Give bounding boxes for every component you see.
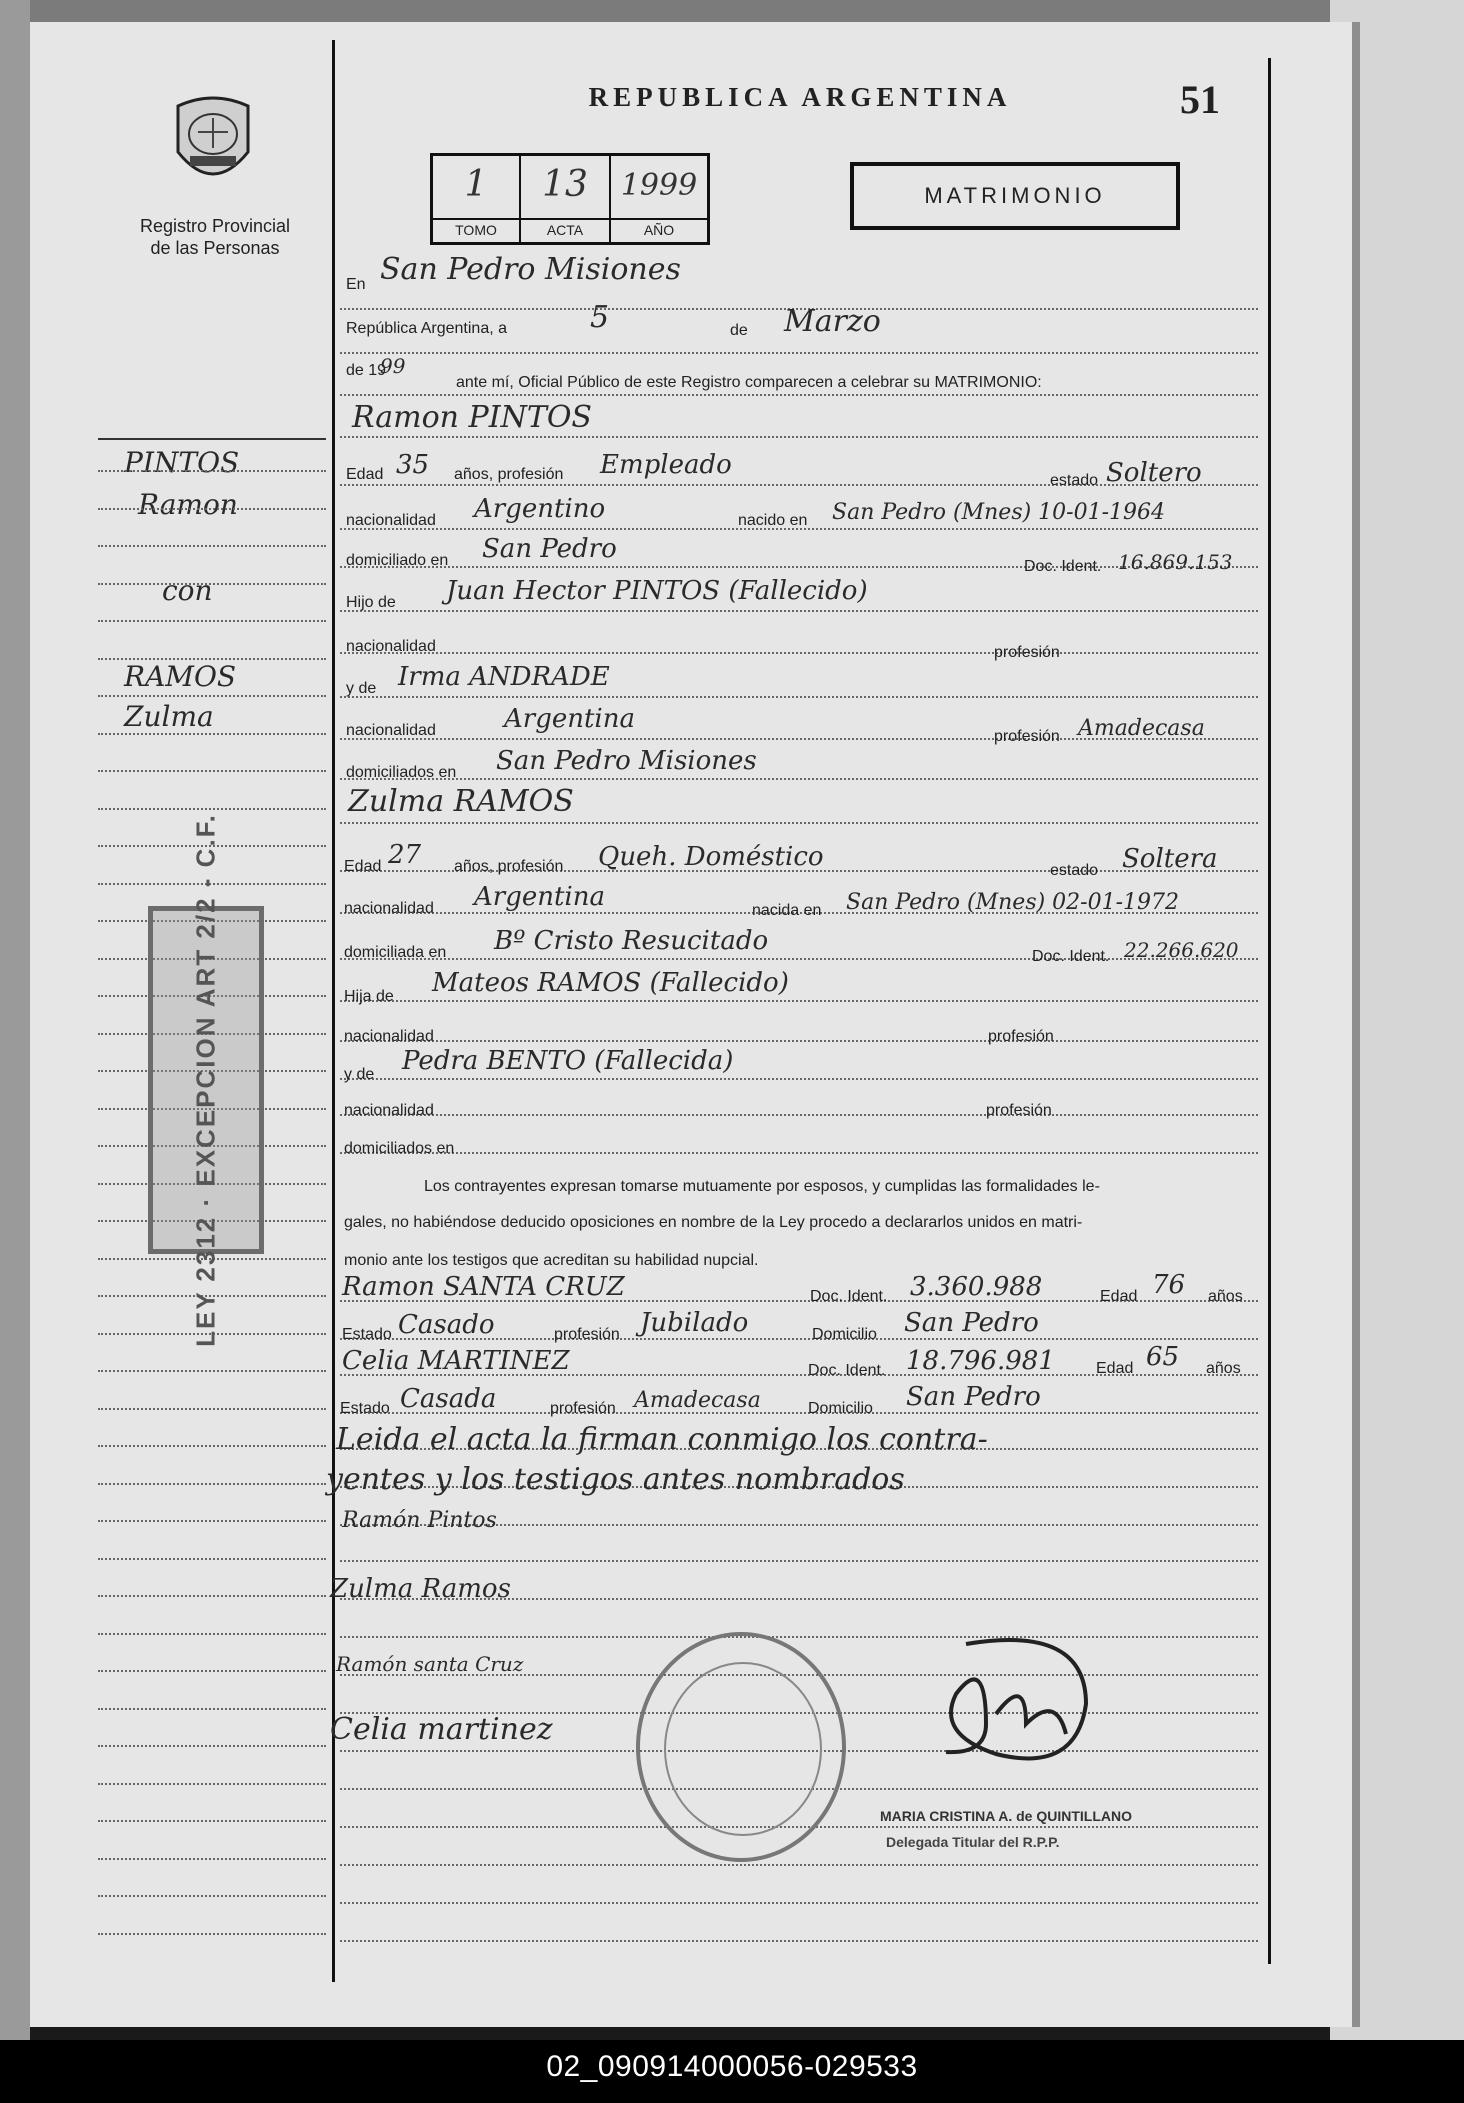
declaration-line1: Los contrayentes expresan tomarse mutuamente por esposos, y cumplidas las formalidades le-: [424, 1178, 1100, 1195]
bride-father-label: Hija de: [344, 988, 394, 1005]
margin-rule: [98, 545, 326, 547]
declaration-line2: gales, no habiéndose deducido oposiciones en nombre de la Ley procedo a declararlos unidos en matri-: [344, 1214, 1083, 1231]
groom-doc-label: Doc. Ident.: [1024, 558, 1102, 575]
groom-profession: Empleado: [600, 450, 732, 480]
bride-parents-domicile-label: domiciliados en: [344, 1140, 455, 1157]
tomo-cell: [433, 156, 521, 242]
witness1-name: Ramon SANTA CRUZ: [342, 1272, 625, 1302]
groom-nationality-label: nacionalidad: [346, 512, 436, 529]
official-name: MARIA CRISTINA A. de QUINTILLANO: [880, 1808, 1132, 1824]
margin-rule: [98, 1558, 326, 1560]
margin-rule: [98, 1858, 326, 1860]
groom-birth: San Pedro (Mnes) 10-01-1964: [832, 500, 1166, 525]
form-rule: [340, 1078, 1258, 1080]
margin-rule: [98, 808, 326, 810]
groom-nationality: Argentino: [474, 494, 606, 524]
bride-mother-label: y de: [344, 1066, 375, 1083]
witness1-profession: Jubilado: [640, 1308, 749, 1338]
record-type-box: MATRIMONIO: [850, 162, 1180, 230]
bride-nationality-label: nacionalidad: [344, 900, 434, 917]
witness2-doc: 18.796.981: [906, 1346, 1055, 1376]
witness2-doc-label: Doc. Ident.: [808, 1362, 886, 1379]
de-label: de: [730, 322, 748, 339]
law-stamp: [148, 813, 264, 1347]
bride-father-profession-label: profesión: [988, 1028, 1054, 1045]
groom-status: Soltero: [1106, 458, 1202, 488]
margin-rule: [98, 695, 326, 697]
witness1-domicile-label: Domicilio: [812, 1326, 877, 1343]
document-title: REPUBLICA ARGENTINA: [588, 82, 1012, 112]
groom-mother-profession-label: profesión: [994, 728, 1060, 745]
margin-rule: [98, 1633, 326, 1635]
bride-father-nationality-label: nacionalidad: [344, 1028, 434, 1045]
groom-domicile-label: domiciliado en: [346, 552, 449, 569]
witness2-status: Casada: [400, 1384, 497, 1414]
groom-mother-nationality: Argentina: [504, 704, 635, 734]
groom-mother-profession: Amadecasa: [1078, 716, 1205, 741]
bride-profession: Queh. Doméstico: [598, 842, 824, 872]
form-rule: [340, 1114, 1258, 1116]
form-rule: [340, 1864, 1258, 1866]
declaration-line3: monio ante los testigos que acreditan su habilidad nupcial.: [344, 1252, 759, 1269]
official-role: Delegada Titular del R.P.P.: [886, 1834, 1060, 1850]
witness1-status: Casado: [398, 1310, 495, 1340]
intro-text: ante mí, Oficial Público de este Registro comparecen a celebrar su MATRIMONIO:: [456, 374, 1042, 391]
closing-line2: yentes y los testigos antes nombrados: [326, 1462, 905, 1497]
witness2-domicile-label: Domicilio: [808, 1400, 873, 1417]
witness1-status-label: Estado: [342, 1326, 392, 1343]
bride-doc: 22.266.620: [1124, 938, 1239, 962]
witness2-name: Celia MARTINEZ: [342, 1346, 570, 1376]
bride-birth: San Pedro (Mnes) 02-01-1972: [846, 890, 1180, 915]
place-value: San Pedro Misiones: [380, 252, 681, 287]
margin-bride-name: Zulma: [124, 700, 214, 733]
year-suffix: 99: [380, 354, 406, 378]
form-rule: [340, 352, 1258, 354]
margin-rule: [98, 470, 326, 472]
book-spine-edge: [0, 0, 30, 2050]
bride-mother: Pedra BENTO (Fallecida): [402, 1046, 734, 1076]
form-rule: [340, 1560, 1258, 1562]
groom-name: Ramon PINTOS: [352, 400, 592, 435]
law-stamp-text: LEY 2312 · EXCEPCION ART 2/2 - C.F.: [190, 813, 221, 1347]
form-rule: [340, 1636, 1258, 1638]
acta-cell: [521, 156, 611, 242]
margin-rule: [98, 1820, 326, 1822]
groom-age-label: Edad: [346, 466, 384, 483]
margin-rule: [98, 1708, 326, 1710]
bride-father: Mateos RAMOS (Fallecido): [432, 968, 789, 998]
signature-bride: Zulma Ramos: [330, 1574, 511, 1604]
groom-domicile: San Pedro: [482, 534, 617, 564]
day-value: 5: [590, 300, 610, 335]
form-rule: [340, 436, 1258, 438]
witness1-doc-label: Doc. Ident.: [810, 1288, 888, 1305]
groom-birth-label: nacido en: [738, 512, 808, 529]
margin-rule: [98, 1370, 326, 1372]
form-rule: [340, 1902, 1258, 1904]
republic-label: República Argentina, a: [346, 320, 507, 337]
margin-rule: [98, 1933, 326, 1935]
margin-groom-name: Ramon: [138, 488, 238, 521]
ano-label: AÑO: [611, 218, 707, 242]
acta-value: 13: [542, 164, 588, 205]
witness1-domicile: San Pedro: [904, 1308, 1039, 1338]
margin-con: con: [162, 574, 213, 607]
margin-rule-top: [98, 438, 326, 440]
signature-witness1: Ramón santa Cruz: [336, 1652, 524, 1676]
bride-mother-profession-label: profesión: [986, 1102, 1052, 1119]
bride-status: Soltera: [1122, 844, 1218, 874]
registry-name-line2: de las Personas: [150, 238, 280, 258]
en-label: En: [346, 276, 366, 293]
witness2-profession-label: profesión: [550, 1400, 616, 1417]
witness2-anos-label: años: [1206, 1360, 1241, 1377]
page-number: 51: [1180, 77, 1220, 122]
form-rule: [340, 822, 1258, 824]
groom-mother: Irma ANDRADE: [398, 662, 610, 692]
bride-domicile: Bº Cristo Resucitado: [494, 926, 769, 956]
form-rule: [340, 1040, 1258, 1042]
margin-rule: [98, 733, 326, 735]
official-signature-icon: [926, 1634, 1096, 1784]
witness1-anos-label: años: [1208, 1288, 1243, 1305]
margin-rule: [98, 620, 326, 622]
margin-rule: [98, 770, 326, 772]
witness2-profession: Amadecasa: [634, 1388, 761, 1413]
witness2-domicile: San Pedro: [906, 1382, 1041, 1412]
margin-divider: [332, 40, 335, 1982]
witness2-age: 65: [1146, 1342, 1180, 1372]
bride-profession-label: años, profesión: [454, 858, 564, 875]
bride-domicile-label: domiciliada en: [344, 944, 447, 961]
groom-parents-domicile-label: domiciliados en: [346, 764, 457, 781]
groom-status-label: estado: [1050, 472, 1099, 489]
margin-groom-surname: PINTOS: [124, 446, 240, 479]
witness1-doc: 3.360.988: [910, 1272, 1043, 1302]
tomo-value: 1: [464, 164, 488, 205]
margin-rule: [98, 1783, 326, 1785]
groom-profession-label: años, profesión: [454, 466, 564, 483]
bride-mother-nationality-label: nacionalidad: [344, 1102, 434, 1119]
tomo-label: TOMO: [433, 218, 519, 242]
groom-father: Juan Hector PINTOS (Fallecido): [446, 576, 868, 606]
round-stamp-inner-ring: [664, 1662, 822, 1836]
bride-doc-label: Doc. Ident.: [1032, 948, 1110, 965]
right-border: [1268, 58, 1271, 1964]
margin-rule: [98, 1520, 326, 1522]
groom-father-nationality-label: nacionalidad: [346, 638, 436, 655]
witness2-age-label: Edad: [1096, 1360, 1134, 1377]
groom-age: 35: [396, 450, 430, 480]
provincial-seal-icon: [168, 96, 258, 192]
month-value: Marzo: [784, 304, 881, 339]
bride-birth-label: nacida en: [752, 902, 822, 919]
acta-label: ACTA: [521, 218, 609, 242]
bride-nationality: Argentina: [474, 882, 605, 912]
margin-rule: [98, 1745, 326, 1747]
groom-father-label: Hijo de: [346, 594, 396, 611]
ano-cell: [611, 156, 707, 242]
groom-father-profession-label: profesión: [994, 644, 1060, 661]
registry-round-stamp: [636, 1632, 846, 1862]
form-rule: [340, 652, 1258, 654]
form-rule: [340, 1000, 1258, 1002]
margin-rule: [98, 583, 326, 585]
record-reference-box: [430, 153, 710, 245]
margin-rule: [98, 508, 326, 510]
margin-rule: [98, 1408, 326, 1410]
groom-mother-label: y de: [346, 680, 377, 697]
form-rule: [340, 1940, 1258, 1942]
witness1-profession-label: profesión: [554, 1326, 620, 1343]
groom-mother-nationality-label: nacionalidad: [346, 722, 436, 739]
year-prefix: de 19: [346, 362, 387, 379]
registry-name-line1: Registro Provincial: [139, 216, 291, 236]
bride-age: 27: [388, 840, 422, 870]
margin-rule: [98, 1595, 326, 1597]
footer-code: 02_090914000056-029533: [546, 2050, 918, 2083]
signature-groom: Ramón Pintos: [342, 1508, 497, 1533]
form-rule: [340, 610, 1258, 612]
form-rule: [340, 394, 1258, 396]
bride-name: Zulma RAMOS: [348, 784, 574, 819]
bride-status-label: estado: [1050, 862, 1099, 879]
margin-rule: [98, 1670, 326, 1672]
witness1-age-label: Edad: [1100, 1288, 1138, 1305]
ano-value: 1999: [620, 168, 698, 203]
form-rule: [340, 696, 1258, 698]
form-rule: [340, 778, 1258, 780]
margin-bride-surname: RAMOS: [124, 660, 237, 693]
closing-line1: Leida el acta la firman conmigo los contra-: [336, 1422, 988, 1457]
form-rule: [340, 958, 1258, 960]
witness1-age: 76: [1152, 1270, 1186, 1300]
groom-parents-domicile: San Pedro Misiones: [496, 746, 757, 776]
margin-rule: [98, 1445, 326, 1447]
witness2-status-label: Estado: [340, 1400, 390, 1417]
bride-age-label: Edad: [344, 858, 382, 875]
margin-rule: [98, 1483, 326, 1485]
groom-doc: 16.869.153: [1118, 550, 1233, 574]
signature-witness2: Celia martinez: [330, 1712, 553, 1747]
margin-rule: [98, 1895, 326, 1897]
margin-rule: [98, 658, 326, 660]
form-rule: [340, 1152, 1258, 1154]
